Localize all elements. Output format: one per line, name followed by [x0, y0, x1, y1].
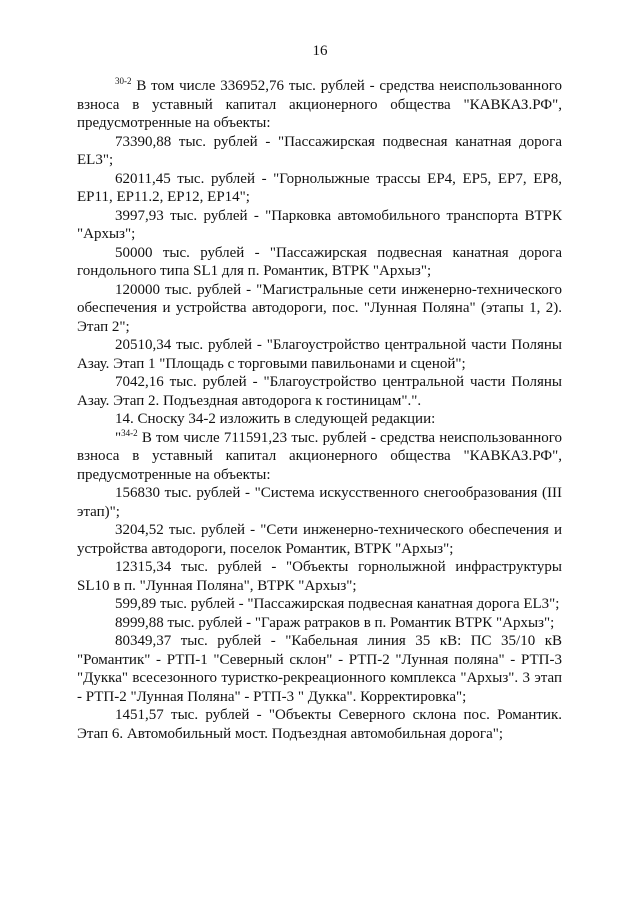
paragraph-text: 1451,57 тыс. рублей - "Объекты Северного склона пос. Романтик. Этап 6. Автомобильный мост. Подъездная автомобильная дорога";	[77, 707, 562, 742]
page-number: 16	[312, 43, 328, 59]
paragraph-text: 20510,34 тыс. рублей - "Благоустройство центральной части Поляны Азау. Этап 1 "Площадь с торговыми павильонами и сценой";	[77, 337, 562, 372]
paragraph-text: 50000 тыс. рублей - "Пассажирская подвесная канатная дорога гондольного типа SL1 для п. Романтик, ВТРК "Архыз";	[77, 244, 562, 279]
footnote-30-2-paragraph	[77, 77, 562, 133]
paragraph-text: 80349,37 тыс. рублей - "Кабельная линия 35 кВ: ПС 35/10 кВ "Романтик" - РТП-1 "Северный склон" - РТП-2 "Лунная поляна" - РТП-3 "Дукка" всесезонного туристко-рекреационного комплекса "Архыз". 3 этап - РТП-2 "Лунная Поляна" - РТП-3 " Дукка". Корректировка";	[77, 633, 562, 705]
list-item	[77, 632, 562, 706]
list-item	[77, 133, 562, 170]
document-body	[77, 77, 562, 743]
list-item	[77, 558, 562, 595]
list-item	[77, 484, 562, 521]
paragraph-text: 599,89 тыс. рублей - "Пассажирская подвесная канатная дорога EL3";	[115, 596, 560, 612]
paragraph-text: В том числе 336952,76 тыс. рублей - средства неиспользованного взноса в уставный капитал акционерного общества "КАВКАЗ.РФ", предусмотренные на объекты:	[77, 78, 562, 131]
paragraph-text: 62011,45 тыс. рублей - "Горнолыжные трассы ЕР4, ЕР5, ЕР7, ЕР8, ЕР11, ЕР11.2, ЕР12, ЕР14";	[77, 170, 562, 205]
paragraph-text: 14. Сноску 34-2 изложить в следующей редакции:	[115, 411, 436, 427]
paragraph-text: 3997,93 тыс. рублей - "Парковка автомобильного транспорта ВТРК "Архыз";	[77, 207, 562, 242]
list-item	[77, 244, 562, 281]
list-item	[77, 521, 562, 558]
list-item	[77, 170, 562, 207]
quote-mark: "	[115, 429, 122, 446]
paragraph-text: 8999,88 тыс. рублей - "Гараж ратраков в п. Романтик ВТРК "Архыз";	[115, 614, 555, 631]
paragraph-text: 7042,16 тыс. рублей - "Благоустройство центральной части Поляны Азау. Этап 2. Подъездная автодорога к гостиницам".".	[77, 374, 562, 409]
list-item	[77, 373, 562, 410]
paragraph-text: 12315,34 тыс. рублей - "Объекты горнолыжной инфраструктуры SL10 в п. "Лунная Поляна", ВТРК "Архыз";	[77, 559, 562, 594]
amendment-item-14	[77, 410, 562, 429]
paragraph-text: 120000 тыс. рублей - "Магистральные сети инженерно-технического обеспечения и устройства автодороги, пос. "Лунная Поляна" (этапы 1, 2). Этап 2";	[77, 281, 562, 335]
list-item	[77, 614, 562, 633]
list-item	[77, 595, 562, 614]
list-item	[77, 706, 562, 743]
paragraph-text: В том числе 711591,23 тыс. рублей - средства неиспользованного взноса в уставный капитал акционерного общества "КАВКАЗ.РФ", предусмотренные на объекты:	[77, 429, 562, 483]
paragraph-text: 73390,88 тыс. рублей - "Пассажирская подвесная канатная дорога EL3";	[77, 133, 562, 168]
list-item	[77, 336, 562, 373]
paragraph-text: 156830 тыс. рублей - "Система искусственного снегообразования (III этап)";	[77, 485, 562, 520]
footnote-34-2-paragraph	[77, 429, 562, 485]
paragraph-text: 3204,52 тыс. рублей - "Сети инженерно-технического обеспечения и устройства автодороги, поселок Романтик, ВТРК "Архыз";	[77, 522, 562, 557]
list-item	[77, 281, 562, 337]
footnote-marker: 34-2	[121, 427, 138, 438]
footnote-marker: 30-2	[115, 76, 132, 86]
list-item	[77, 207, 562, 244]
